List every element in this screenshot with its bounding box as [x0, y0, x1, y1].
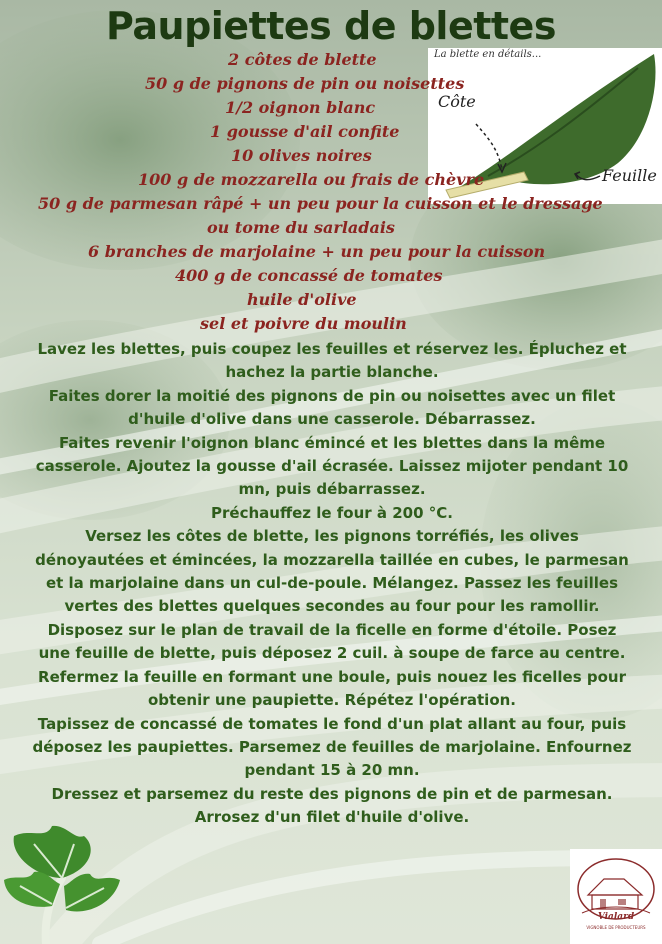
step-paragraph: Disposez sur le plan de travail de la ficelle en forme d'étoile. Posez une feuille de blette, puis déposez 2 cuil. à soupe de farce au centre. Refermez la feuille en formant une boule, puis nouez les ficelles pour obtenir une paupiette. Répétez l'opération.: [38, 620, 626, 710]
preparation-steps: [30, 338, 634, 830]
inset-caption: La blette en détails...: [434, 49, 542, 60]
step-paragraph: Faites dorer la moitié des pignons de pin ou noisettes avec un filet d'huile d'olive dans une casserole. Débarrassez.: [48, 386, 616, 429]
ingredient-item: 50 g de pignons de pin ou noisettes: [145, 74, 465, 93]
step-paragraph: Tapissez de concassé de tomates le fond d'un plat allant au four, puis déposez les paupiettes. Parsemez de feuilles de marjolaine. Enfournez pendant 15 à 20 mn.: [32, 714, 632, 780]
ingredient-item: 50 g de parmesan râpé + un peu pour la cuisson et le dressage: [38, 194, 603, 213]
chard-leaf-icon: [0, 818, 124, 944]
ingredient-item: sel et poivre du moulin: [200, 314, 407, 333]
logo-tagline: VIGNOBLE DE PRODUCTEURS: [586, 925, 646, 930]
logo-wordmark: Vialard: [597, 912, 635, 922]
step-paragraph: Faites revenir l'oignon blanc émincé et les blettes dans la même casserole. Ajoutez la gousse d'ail écrasée. Laissez mijoter pendant 10 mn, puis débarrassez.: [35, 433, 629, 499]
producer-logo: [570, 849, 662, 944]
step-paragraph: Dressez et parsemez du reste des pignons de pin et de parmesan. Arrosez d'un filet d'huile d'olive.: [51, 784, 613, 827]
ingredient-item: 1 gousse d'ail confite: [210, 122, 400, 141]
step-paragraph: Versez les côtes de blette, les pignons torréfiés, les olives dénoyautées et émincées, la mozzarella taillée en cubes, le parmesan et la marjolaine dans un cul-de-poule. Mélangez. Passez les feuilles vertes des blettes quelques secondes au four pour les ramollir.: [35, 527, 629, 616]
ingredient-item: 2 côtes de blette: [228, 50, 377, 69]
step-paragraph: Lavez les blettes, puis coupez les feuilles et réservez les. Épluchez et hachez la partie blanche.: [37, 340, 627, 382]
ingredient-item: 6 branches de marjolaine + un peu pour la cuisson: [88, 242, 546, 261]
recipe-title: Paupiettes de blettes: [106, 4, 556, 48]
ingredient-item: ou tome du sarladais: [207, 218, 395, 237]
ingredient-item: huile d'olive: [247, 290, 357, 309]
leaf-label: Feuille: [602, 166, 657, 185]
ingredient-item: 1/2 oignon blanc: [225, 98, 376, 117]
ingredient-item: 100 g de mozzarella ou frais de chèvre: [138, 170, 485, 189]
step-paragraph: Préchauffez le four à 200 °C.: [211, 503, 453, 522]
ingredient-item: 400 g de concassé de tomates: [175, 266, 443, 285]
ingredient-item: 10 olives noires: [231, 146, 372, 165]
stem-label: Côte: [438, 92, 476, 111]
